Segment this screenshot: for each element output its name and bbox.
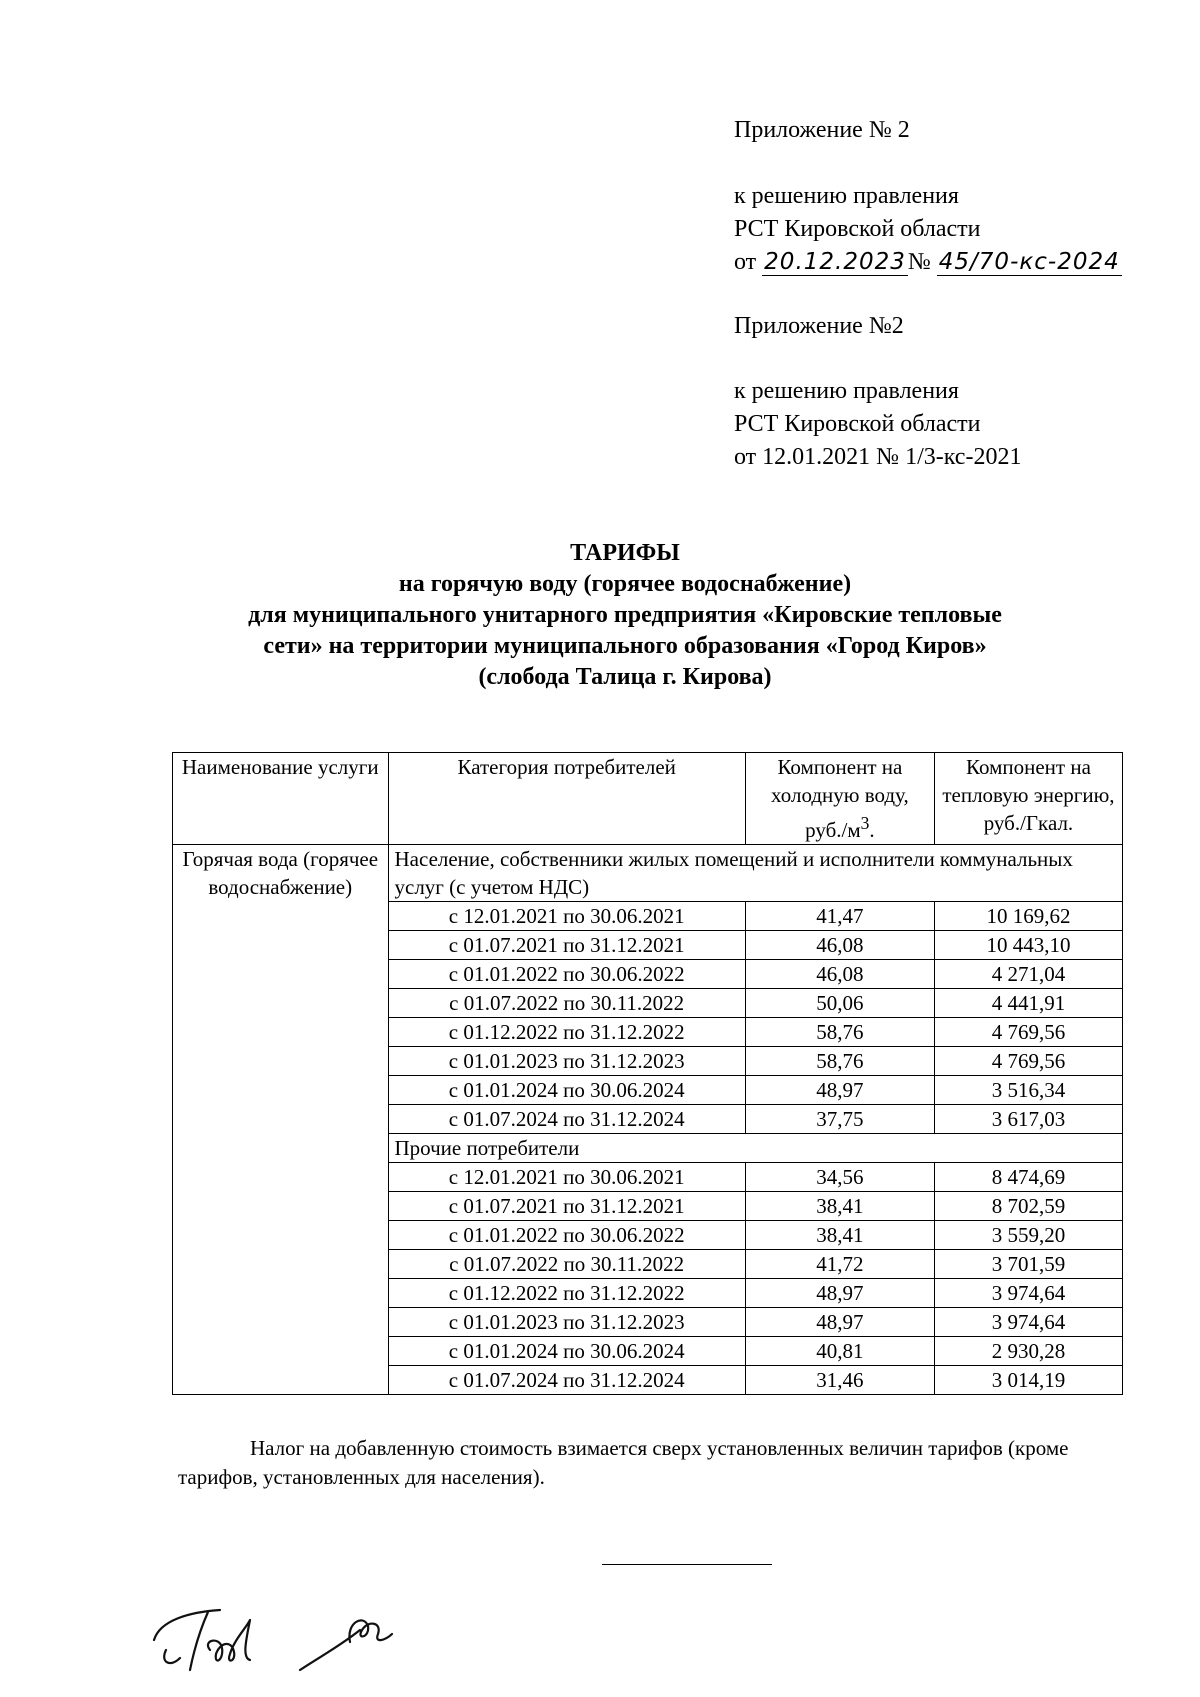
period-cell: с 01.01.2023 по 31.12.2023 <box>388 1308 745 1337</box>
period-cell: с 01.01.2024 по 30.06.2024 <box>388 1337 745 1366</box>
group-row <box>173 845 1123 902</box>
appendix-1-authority-line: РСТ Кировской области <box>734 216 981 242</box>
appendix-2-title: Приложение №2 <box>734 313 904 339</box>
header-cold-water <box>745 753 934 845</box>
appendix-1-from-label: от <box>734 249 757 275</box>
cold-value: 46,08 <box>745 931 934 960</box>
title-line-2: на горячую воду (горячее водоснабжение) <box>398 571 852 597</box>
table-header-row <box>173 753 1123 845</box>
cold-value: 58,76 <box>745 1047 934 1076</box>
cold-value: 48,97 <box>745 1308 934 1337</box>
period-cell: с 01.01.2022 по 30.06.2022 <box>388 1221 745 1250</box>
cold-value: 41,72 <box>745 1250 934 1279</box>
cold-value: 48,97 <box>745 1076 934 1105</box>
title-line-5: (слобода Талица г. Кирова) <box>478 664 772 690</box>
appendix-1-number-sign: № <box>907 249 931 275</box>
service-name-cell: Горячая вода (горячее водоснабжение) <box>173 845 389 1395</box>
end-rule <box>602 1564 772 1565</box>
cold-value: 37,75 <box>745 1105 934 1134</box>
header-service: Наименование услуги <box>173 753 389 845</box>
cold-value: 48,97 <box>745 1279 934 1308</box>
heat-value: 10 443,10 <box>934 931 1122 960</box>
appendix-1-handwritten-date: 20.12.2023 <box>764 249 906 275</box>
appendix-1-date-number-line <box>734 246 1122 279</box>
heat-value: 2 930,28 <box>934 1337 1122 1366</box>
signature-2 <box>300 1620 392 1670</box>
header-cold-water-suffix: . <box>869 818 875 842</box>
header-cold-water-label: Компонент на холодную воду, руб./м <box>771 755 909 842</box>
period-cell: с 12.01.2021 по 30.06.2021 <box>388 1163 745 1192</box>
heat-value: 10 169,62 <box>934 902 1122 931</box>
period-cell: с 01.01.2023 по 31.12.2023 <box>388 1047 745 1076</box>
period-cell: с 01.07.2021 по 31.12.2021 <box>388 1192 745 1221</box>
vat-note: Налог на добавленную стоимость взимается сверх установленных величин тарифов (кроме тарифов, установленных для населения). <box>178 1436 1069 1489</box>
cold-value: 38,41 <box>745 1221 934 1250</box>
period-cell: с 01.07.2024 по 31.12.2024 <box>388 1105 745 1134</box>
heat-value: 3 701,59 <box>934 1250 1122 1279</box>
appendix-1-title: Приложение № 2 <box>734 117 910 143</box>
cold-value: 34,56 <box>745 1163 934 1192</box>
period-cell: с 12.01.2021 по 30.06.2021 <box>388 902 745 931</box>
appendix-1-decision-line: к решению правления <box>734 183 959 209</box>
title-line-3: для муниципального унитарного предприятия «Кировские тепловые <box>248 602 1002 628</box>
signature-1 <box>154 1610 250 1670</box>
heat-value: 3 617,03 <box>934 1105 1122 1134</box>
tariff-table <box>172 752 1123 1395</box>
heat-value: 8 474,69 <box>934 1163 1122 1192</box>
appendix-2-authority-line: РСТ Кировской области <box>734 411 981 437</box>
period-cell: с 01.12.2022 по 31.12.2022 <box>388 1279 745 1308</box>
title-line-1: ТАРИФЫ <box>570 540 680 566</box>
period-cell: с 01.12.2022 по 31.12.2022 <box>388 1018 745 1047</box>
period-cell: с 01.07.2024 по 31.12.2024 <box>388 1366 745 1395</box>
heat-value: 4 271,04 <box>934 960 1122 989</box>
period-cell: с 01.01.2024 по 30.06.2024 <box>388 1076 745 1105</box>
heat-value: 3 559,20 <box>934 1221 1122 1250</box>
period-cell: с 01.07.2021 по 31.12.2021 <box>388 931 745 960</box>
heat-value: 4 769,56 <box>934 1047 1122 1076</box>
header-heat: Компонент на тепловую энергию, руб./Гкал. <box>934 753 1122 845</box>
heat-value: 3 516,34 <box>934 1076 1122 1105</box>
cold-value: 46,08 <box>745 960 934 989</box>
heat-value: 3 974,64 <box>934 1308 1122 1337</box>
cold-value: 40,81 <box>745 1337 934 1366</box>
period-cell: с 01.07.2022 по 30.11.2022 <box>388 1250 745 1279</box>
period-cell: с 01.01.2022 по 30.06.2022 <box>388 960 745 989</box>
cold-value: 50,06 <box>745 989 934 1018</box>
heat-value: 3 014,19 <box>934 1366 1122 1395</box>
group-name-other: Прочие потребители <box>388 1134 1123 1163</box>
cold-value: 38,41 <box>745 1192 934 1221</box>
title-line-4: сети» на территории муниципального образования «Город Киров» <box>263 633 987 659</box>
signature-marks <box>150 1600 410 1675</box>
appendix-1-handwritten-number: 45/70-кс-2024 <box>938 249 1120 275</box>
cold-value: 31,46 <box>745 1366 934 1395</box>
header-category: Категория потребителей <box>388 753 745 845</box>
heat-value: 4 769,56 <box>934 1018 1122 1047</box>
heat-value: 4 441,91 <box>934 989 1122 1018</box>
period-cell: с 01.07.2022 по 30.11.2022 <box>388 989 745 1018</box>
header-cold-water-sup: 3 <box>860 813 870 833</box>
group-name-population: Население, собственники жилых помещений и исполнители коммунальных услуг (с учетом НДС) <box>388 845 1123 902</box>
document-title <box>150 538 1100 693</box>
cold-value: 58,76 <box>745 1018 934 1047</box>
appendix-2-decision-line: к решению правления <box>734 378 959 404</box>
heat-value: 3 974,64 <box>934 1279 1122 1308</box>
heat-value: 8 702,59 <box>934 1192 1122 1221</box>
cold-value: 41,47 <box>745 902 934 931</box>
appendix-2-date-number-line: от 12.01.2021 № 1/3-кс-2021 <box>734 444 1022 470</box>
